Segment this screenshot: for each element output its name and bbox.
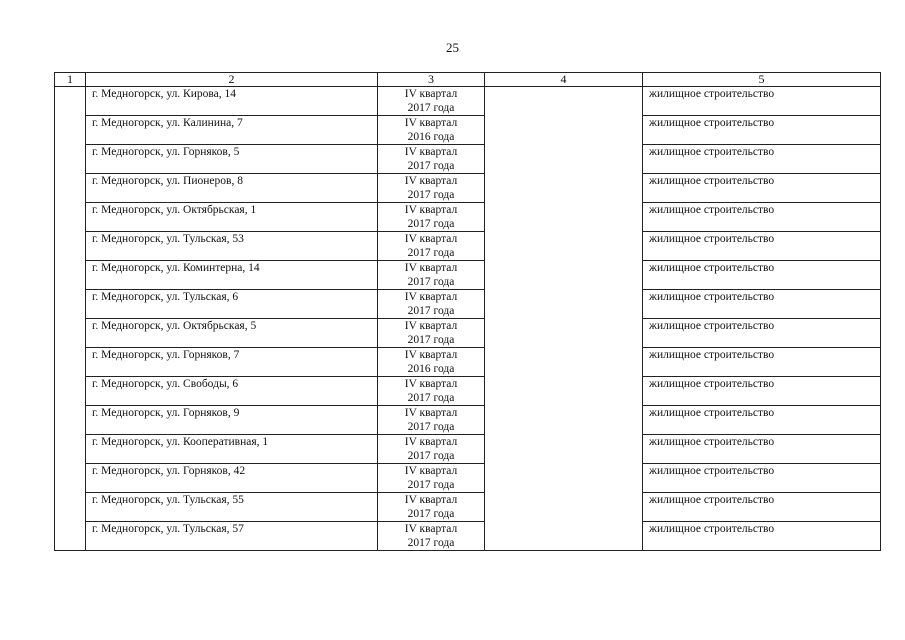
address-cell: г. Медногорск, ул. Горняков, 9 bbox=[86, 406, 378, 435]
period-quarter: IV квартал bbox=[404, 465, 458, 477]
period-quarter: IV квартал bbox=[404, 175, 458, 187]
period-cell bbox=[378, 493, 485, 522]
table-row bbox=[55, 319, 881, 348]
purpose-cell: жилищное строительство bbox=[643, 290, 881, 319]
period-quarter: IV квартал bbox=[404, 407, 458, 419]
address-cell: г. Медногорск, ул. Горняков, 42 bbox=[86, 464, 378, 493]
address-cell: г. Медногорск, ул. Тульская, 57 bbox=[86, 522, 378, 551]
address-cell: г. Медногорск, ул. Октябрьская, 5 bbox=[86, 319, 378, 348]
row-number-cell bbox=[55, 319, 86, 348]
period-cell bbox=[378, 232, 485, 261]
purpose-cell: жилищное строительство bbox=[643, 406, 881, 435]
period-year: 2017 года bbox=[407, 305, 455, 317]
address-cell: г. Медногорск, ул. Горняков, 7 bbox=[86, 348, 378, 377]
empty-cell bbox=[485, 174, 643, 203]
period-quarter: IV квартал bbox=[404, 349, 458, 361]
address-cell: г. Медногорск, ул. Горняков, 5 bbox=[86, 145, 378, 174]
purpose-cell: жилищное строительство bbox=[643, 116, 881, 145]
period-year: 2017 года bbox=[407, 421, 455, 433]
empty-cell bbox=[485, 493, 643, 522]
row-number-cell bbox=[55, 435, 86, 464]
empty-cell bbox=[485, 145, 643, 174]
address-cell: г. Медногорск, ул. Тульская, 6 bbox=[86, 290, 378, 319]
purpose-cell: жилищное строительство bbox=[643, 522, 881, 551]
table-row bbox=[55, 435, 881, 464]
purpose-cell: жилищное строительство bbox=[643, 435, 881, 464]
row-number-cell bbox=[55, 493, 86, 522]
period-quarter: IV квартал bbox=[404, 88, 458, 100]
table-row bbox=[55, 522, 881, 551]
period-cell bbox=[378, 435, 485, 464]
table-row bbox=[55, 290, 881, 319]
row-number-cell bbox=[55, 116, 86, 145]
address-cell: г. Медногорск, ул. Октябрьская, 1 bbox=[86, 203, 378, 232]
period-quarter: IV квартал bbox=[404, 233, 458, 245]
address-cell: г. Медногорск, ул. Свободы, 6 bbox=[86, 377, 378, 406]
period-year: 2017 года bbox=[407, 334, 455, 346]
period-cell bbox=[378, 261, 485, 290]
empty-cell bbox=[485, 290, 643, 319]
address-cell: г. Медногорск, ул. Калинина, 7 bbox=[86, 116, 378, 145]
land-plots-table bbox=[54, 72, 881, 551]
empty-cell bbox=[485, 377, 643, 406]
empty-cell bbox=[485, 116, 643, 145]
address-cell: г. Медногорск, ул. Тульская, 53 bbox=[86, 232, 378, 261]
empty-cell bbox=[485, 232, 643, 261]
period-cell bbox=[378, 174, 485, 203]
period-year: 2017 года bbox=[407, 218, 455, 230]
table-row bbox=[55, 377, 881, 406]
period-quarter: IV квартал bbox=[404, 291, 458, 303]
row-number-cell bbox=[55, 464, 86, 493]
address-cell: г. Медногорск, ул. Коминтерна, 14 bbox=[86, 261, 378, 290]
table-row bbox=[55, 116, 881, 145]
empty-cell bbox=[485, 348, 643, 377]
empty-cell bbox=[485, 464, 643, 493]
period-year: 2017 года bbox=[407, 508, 455, 520]
period-year: 2017 года bbox=[407, 102, 455, 114]
purpose-cell: жилищное строительство bbox=[643, 377, 881, 406]
purpose-cell: жилищное строительство bbox=[643, 145, 881, 174]
table-body bbox=[55, 87, 881, 551]
address-cell: г. Медногорск, ул. Пионеров, 8 bbox=[86, 174, 378, 203]
purpose-cell: жилищное строительство bbox=[643, 174, 881, 203]
header-col-5: 5 bbox=[643, 73, 881, 87]
row-number-cell bbox=[55, 87, 86, 116]
table-row bbox=[55, 203, 881, 232]
period-cell bbox=[378, 145, 485, 174]
page-number: 25 bbox=[446, 40, 459, 55]
empty-cell bbox=[485, 203, 643, 232]
row-number-cell bbox=[55, 377, 86, 406]
period-cell bbox=[378, 87, 485, 116]
row-number-cell bbox=[55, 261, 86, 290]
row-number-cell bbox=[55, 232, 86, 261]
period-year: 2017 года bbox=[407, 276, 455, 288]
period-year: 2017 года bbox=[407, 247, 455, 259]
period-quarter: IV квартал bbox=[404, 494, 458, 506]
empty-cell bbox=[485, 406, 643, 435]
row-number-cell bbox=[55, 348, 86, 377]
period-quarter: IV квартал bbox=[404, 523, 458, 535]
table-row bbox=[55, 174, 881, 203]
header-col-3: 3 bbox=[378, 73, 485, 87]
table-row bbox=[55, 87, 881, 116]
row-number-cell bbox=[55, 145, 86, 174]
period-cell bbox=[378, 203, 485, 232]
period-year: 2016 года bbox=[407, 131, 455, 143]
period-cell bbox=[378, 406, 485, 435]
period-cell bbox=[378, 377, 485, 406]
table-row bbox=[55, 493, 881, 522]
header-col-2: 2 bbox=[86, 73, 378, 87]
period-cell bbox=[378, 348, 485, 377]
purpose-cell: жилищное строительство bbox=[643, 87, 881, 116]
table-header-row bbox=[55, 73, 881, 87]
period-year: 2017 года bbox=[407, 392, 455, 404]
period-year: 2017 года bbox=[407, 189, 455, 201]
row-number-cell bbox=[55, 290, 86, 319]
period-quarter: IV квартал bbox=[404, 436, 458, 448]
table-row bbox=[55, 145, 881, 174]
period-quarter: IV квартал bbox=[404, 320, 458, 332]
period-cell bbox=[378, 116, 485, 145]
table-row bbox=[55, 348, 881, 377]
period-cell bbox=[378, 290, 485, 319]
purpose-cell: жилищное строительство bbox=[643, 464, 881, 493]
header-col-1: 1 bbox=[55, 73, 86, 87]
period-cell bbox=[378, 464, 485, 493]
table-row bbox=[55, 232, 881, 261]
address-cell: г. Медногорск, ул. Кирова, 14 bbox=[86, 87, 378, 116]
purpose-cell: жилищное строительство bbox=[643, 261, 881, 290]
empty-cell bbox=[485, 261, 643, 290]
address-cell: г. Медногорск, ул. Кооперативная, 1 bbox=[86, 435, 378, 464]
table-row bbox=[55, 261, 881, 290]
row-number-cell bbox=[55, 174, 86, 203]
period-quarter: IV квартал bbox=[404, 262, 458, 274]
period-cell bbox=[378, 522, 485, 551]
table-row bbox=[55, 406, 881, 435]
purpose-cell: жилищное строительство bbox=[643, 232, 881, 261]
period-quarter: IV квартал bbox=[404, 204, 458, 216]
period-quarter: IV квартал bbox=[404, 117, 458, 129]
period-cell bbox=[378, 319, 485, 348]
empty-cell bbox=[485, 522, 643, 551]
purpose-cell: жилищное строительство bbox=[643, 348, 881, 377]
purpose-cell: жилищное строительство bbox=[643, 319, 881, 348]
empty-cell bbox=[485, 435, 643, 464]
row-number-cell bbox=[55, 203, 86, 232]
row-number-cell bbox=[55, 406, 86, 435]
period-year: 2017 года bbox=[407, 537, 455, 549]
empty-cell bbox=[485, 319, 643, 348]
row-number-cell bbox=[55, 522, 86, 551]
period-year: 2016 года bbox=[407, 363, 455, 375]
period-year: 2017 года bbox=[407, 450, 455, 462]
period-quarter: IV квартал bbox=[404, 146, 458, 158]
header-col-4: 4 bbox=[485, 73, 643, 87]
period-year: 2017 года bbox=[407, 479, 455, 491]
address-cell: г. Медногорск, ул. Тульская, 55 bbox=[86, 493, 378, 522]
purpose-cell: жилищное строительство bbox=[643, 203, 881, 232]
period-quarter: IV квартал bbox=[404, 378, 458, 390]
empty-cell bbox=[485, 87, 643, 116]
purpose-cell: жилищное строительство bbox=[643, 493, 881, 522]
period-year: 2017 года bbox=[407, 160, 455, 172]
table-row bbox=[55, 464, 881, 493]
